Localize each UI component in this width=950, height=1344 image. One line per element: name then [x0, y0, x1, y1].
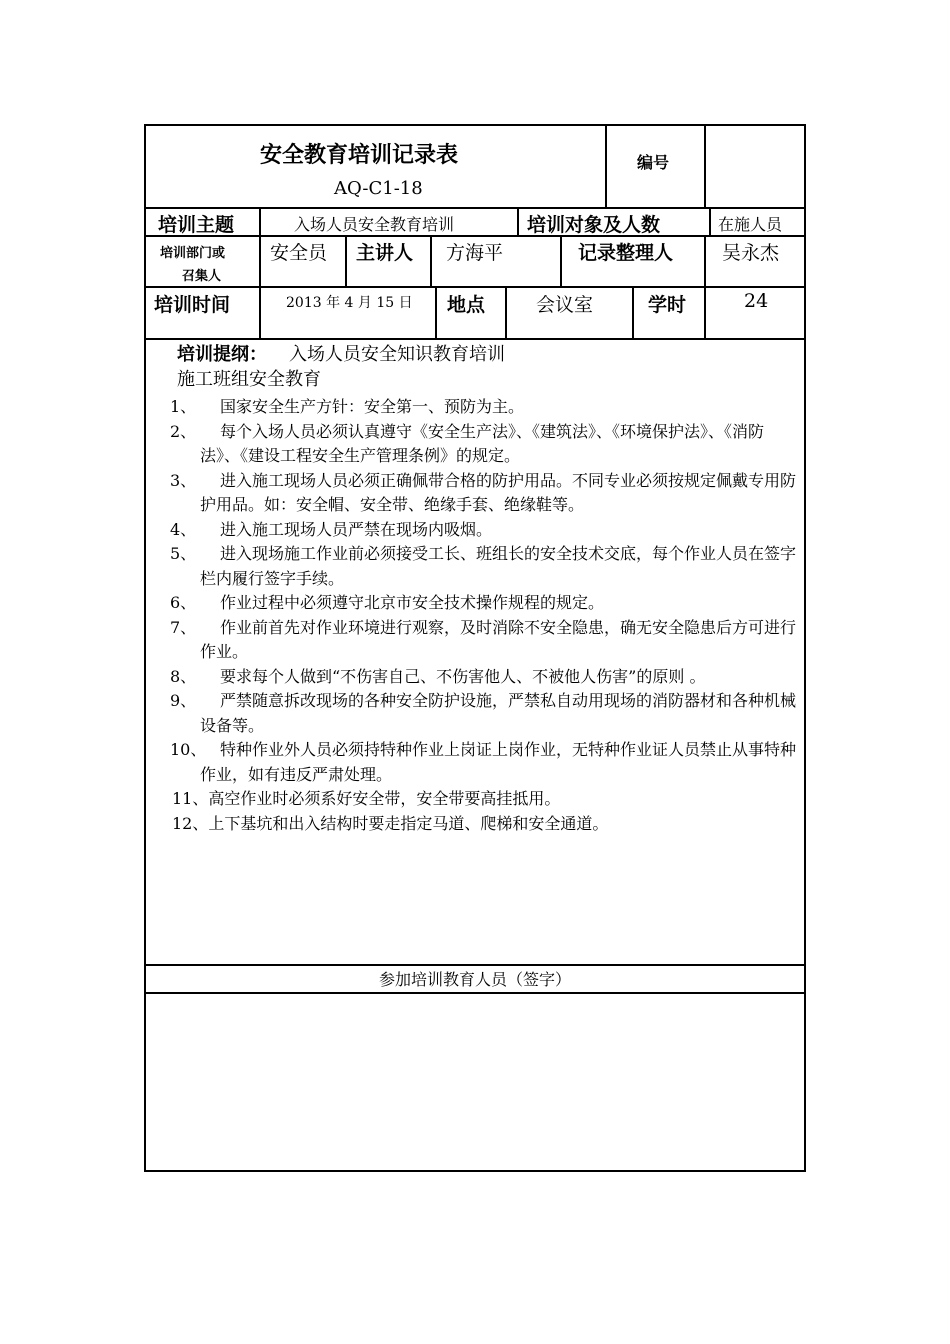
divider-v-row2-a — [345, 235, 347, 287]
item-number: 6、 — [170, 593, 197, 612]
divider-v-row1-mid — [517, 207, 519, 236]
item-number: 9、 — [170, 691, 197, 710]
item-number: 11、 — [172, 789, 209, 808]
item-text: 要求每个人做到“不伤害自己、不伤害他人、不被他人伤害”的原则 。 — [220, 666, 706, 686]
audience-label: 培训对象及人数 — [527, 214, 661, 236]
divider-header — [144, 207, 806, 209]
recorder-label: 记录整理人 — [578, 242, 674, 264]
item-text: 进入施工现场人员必须正确佩带合格的防护用品。不同专业必须按规定佩戴专用防护用品。如：安全帽、安全带、绝缘手套、绝缘鞋等。 — [200, 470, 797, 514]
list-item — [170, 542, 800, 591]
item-text: 特种作业外人员必须持特种作业上岗证上岗作业，无特种作业证人员禁止从事特种作业，如有违反严肃处理。 — [200, 740, 797, 784]
item-number: 12、 — [172, 813, 209, 833]
divider-v-row3-c — [632, 286, 634, 339]
list-item — [170, 787, 800, 812]
divider-row2 — [144, 286, 806, 288]
item-number: 5、 — [170, 544, 197, 563]
item-number: 10、 — [170, 740, 207, 759]
item-text: 国家安全生产方针：安全第一、预防为主。 — [220, 397, 525, 416]
speaker-label: 主讲人 — [356, 242, 414, 264]
list-item — [170, 738, 800, 787]
list-item — [170, 420, 800, 469]
list-item — [170, 591, 800, 616]
topic-label: 培训主题 — [158, 214, 235, 236]
outline-subtitle: 施工班组安全教育 — [177, 369, 321, 390]
divider-outline — [144, 964, 806, 966]
outline-label: 培训提纲： — [177, 344, 267, 365]
divider-v-row2-b — [430, 235, 432, 287]
recorder-value: 吴永杰 — [722, 242, 780, 264]
time-value: 2013 年 4 月 15 日 — [286, 295, 413, 311]
time-label: 培训时间 — [154, 294, 231, 316]
item-text: 每个入场人员必须认真遵守《安全生产法》、《建筑法》、《环境保护法》、《消防法》、《建设工程安全生产管理条例》的规定。 — [200, 421, 765, 465]
divider-v-row2-d — [704, 235, 706, 287]
list-item — [170, 616, 800, 665]
divider-v-row3-b — [505, 286, 507, 339]
item-number: 8、 — [170, 666, 197, 686]
item-number: 4、 — [170, 519, 197, 539]
divider-v-number-value — [704, 124, 706, 208]
signature-label: 参加培训教育人员（签字） — [378, 970, 571, 989]
item-text: 严禁随意拆改现场的各种安全防护设施，严禁私自动用现场的消防器材和各种机械设备等。 — [200, 691, 797, 735]
divider-v-row3-a — [435, 286, 437, 339]
item-text: 作业过程中必须遵守北京市安全技术操作规程的规定。 — [220, 593, 605, 612]
item-text: 高空作业时必须系好安全带，安全带要高挂抵用。 — [208, 789, 561, 808]
divider-v-row1-right — [709, 207, 711, 236]
form-code: AQ-C1-18 — [334, 178, 423, 199]
item-text: 上下基坑和出入结构时要走指定马道、爬梯和安全通道。 — [208, 813, 609, 833]
form-title: 安全教育培训记录表 — [260, 143, 459, 168]
number-label: 编号 — [637, 153, 670, 172]
place-value: 会议室 — [536, 294, 594, 316]
signature-area[interactable] — [146, 994, 804, 1170]
item-text: 作业前首先对作业环境进行观察，及时消除不安全隐患，确无安全隐患后方可进行作业。 — [200, 617, 797, 661]
place-label: 地点 — [447, 294, 486, 316]
list-item — [170, 518, 800, 543]
list-item — [170, 689, 800, 738]
item-number: 7、 — [170, 617, 197, 637]
item-number: 3、 — [170, 470, 197, 490]
speaker-value: 方海平 — [446, 242, 504, 264]
divider-v-row2-c — [560, 235, 562, 287]
item-number: 2、 — [170, 421, 197, 441]
list-item — [170, 665, 800, 690]
outline-value: 入场人员安全知识教育培训 — [289, 344, 505, 365]
divider-row3 — [144, 338, 806, 340]
dept-value: 安全员 — [270, 242, 328, 264]
divider-v-number-label — [605, 124, 607, 208]
list-item — [170, 469, 800, 518]
item-text: 进入现场施工作业前必须接受工长、班组长的安全技术交底，每个作业人员在签字栏内履行签字手续。 — [200, 544, 797, 588]
hours-value: 24 — [744, 290, 769, 312]
list-item — [170, 395, 800, 420]
hours-label: 学时 — [648, 294, 687, 316]
list-item — [170, 812, 800, 837]
audience-value: 在施人员 — [718, 215, 783, 234]
dept-label-line1: 培训部门或 — [160, 246, 226, 261]
divider-v-row3-d — [704, 286, 706, 339]
training-outline — [170, 342, 800, 836]
topic-value: 入场人员安全教育培训 — [294, 215, 455, 234]
item-number: 1、 — [170, 397, 197, 416]
item-text: 进入施工现场人员严禁在现场内吸烟。 — [220, 519, 493, 539]
outline-heading — [177, 342, 800, 368]
divider-v-label-col — [259, 207, 261, 339]
divider-row1 — [144, 235, 806, 237]
dept-label-line2: 召集人 — [182, 269, 222, 284]
